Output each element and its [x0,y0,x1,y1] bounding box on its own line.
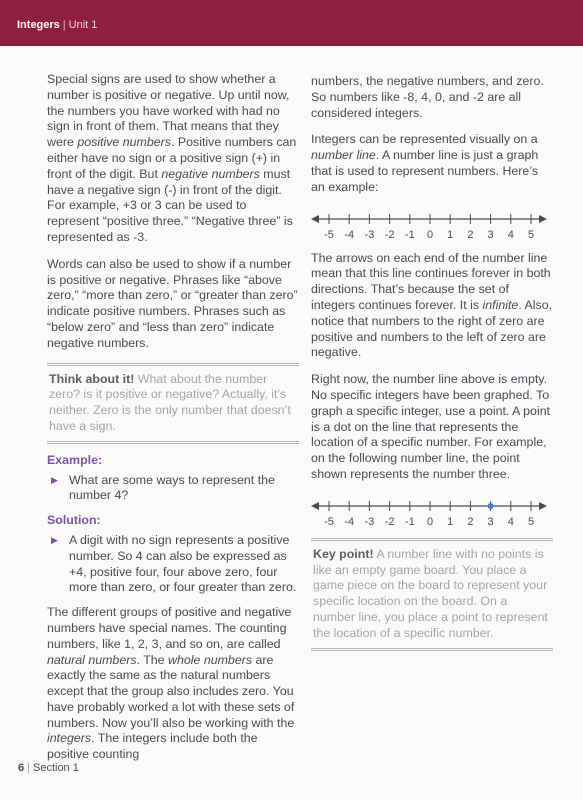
tick-label: 2 [467,515,474,528]
tick-label: -2 [384,228,395,241]
footer [18,762,79,774]
tick-label: -2 [384,515,395,528]
tick-label: -4 [344,228,355,241]
tick-label: 2 [467,228,474,241]
footer-section: Section 1 [32,762,79,774]
header-title: Integers [17,19,60,31]
text-run: The different groups of positive and negative numbers have special names. The counting numbers, like 1, 2, 3, and so on, are called [47,605,292,651]
example-item [47,473,299,505]
tick-label: 4 [507,515,514,528]
text-run: . The integers include both the positive counting [47,731,258,762]
bullet-triangle-icon: ▶ [51,474,58,485]
tick-label: 0 [426,228,434,241]
footer-separator: | [27,762,30,774]
tick-label: -1 [404,228,415,241]
tick-label: 5 [527,228,535,241]
term-number-line: number line [311,148,376,163]
solution-label: Solution: [47,513,101,528]
tick-label: -3 [364,228,375,241]
text-run: The arrows on each end of the number line mean that this line continues forever in both directions. That’s because the set of integers continues forever. It is [311,250,551,312]
graphed-point [488,503,494,509]
header-unit: Unit 1 [68,19,98,31]
number-line-with-point [309,494,549,532]
text-run: . The [136,652,169,667]
tick-label: 4 [507,228,514,241]
page-number: 6 [18,762,25,774]
header-bar [0,0,583,46]
text-run: Special signs are used to show whether a number is positive or negative. Up until now, the numbers you have worked with had no sign in front of them. That means that they were [47,72,290,150]
example-label: Example: [47,452,103,467]
key-point-label: Key point! [313,546,374,561]
right-column [311,74,553,660]
integers-paragraph: numbers, the negative numbers, and zero. So numbers like -8, 4, 0, and -2 are all considered integers. [311,74,544,120]
tick-label: 1 [447,515,454,528]
solution-item [47,533,299,596]
tick-label: -5 [324,228,334,241]
tick-label: 5 [527,515,535,528]
tick-label: 3 [487,228,494,241]
text-run: are exactly the same as the natural numbers except that the group also includes zero. You have probably worked a lot with these sets of numbers. Now you’ll also be working with the [47,652,295,730]
text-run: . A number line is just a graph that is used to represent numbers. Here’s an example: [311,148,539,194]
tick-label: -1 [404,515,415,528]
example-text: What are some ways to represent the number 4? [69,472,275,503]
tick-label: -3 [364,515,375,528]
term-infinite: infinite [482,297,519,312]
text-run: Integers can be represented visually on a [311,132,538,147]
term-negative-numbers: negative numbers [161,166,260,181]
tick-label: -4 [344,515,355,528]
tick-label: 0 [426,515,434,528]
tick-label: 1 [447,228,454,241]
right-arrow-icon [539,502,547,510]
solution-text: A digit with no sign represents a positive number. So 4 can also be expressed as +4, positive four, four above zero, four more than zero, or four greater than zero. [69,532,297,595]
term-natural-numbers: natural numbers [47,652,137,667]
text-run: . Also, notice that numbers to the right of zero are positive and numbers to the left of zero are negative. [311,297,553,360]
number-line-intro [311,132,553,195]
term-whole-numbers: whole numbers [168,652,253,667]
intro-paragraph [47,72,299,246]
think-text: What about the number zero? is it positive or negative? Actually, it’s neither. Zero is the only number that doesn’t have a sign. [49,371,291,433]
tick-label: 3 [487,515,494,528]
think-about-it-callout [47,363,299,444]
key-point-callout [311,538,553,651]
number-line-empty [309,207,549,245]
text-run: . Positive numbers can either have no sign or a positive sign (+) in front of the digit. But [47,135,297,181]
groups-paragraph [47,605,299,763]
arrows-paragraph [311,251,553,362]
right-arrow-icon [539,215,547,223]
think-label: Think about it! [49,371,135,386]
left-arrow-icon [311,215,319,223]
header-text [17,19,97,31]
graphing-paragraph: Right now, the number line above is empty. No specific integers have been graphed. To graph a specific integer, use a point. A point is a dot on the line that represents the location of a specific number. For example, on the following number line, the point shown represents the number three. [311,372,551,481]
left-column [47,72,299,774]
words-paragraph: Words can also be used to show if a number is positive or negative. Phrases like “above zero,” “more than zero,” or “greater than zero” indicate positive numbers. Phrases such as “below zero” and “less than zero” indicate negative numbers. [47,256,298,350]
bullet-triangle-icon: ▶ [51,534,58,545]
key-point-text: A number line with no points is like an empty game board. You place a game piece on the board to represent your specific location on the board. On a number line, you place a point to represent the location of a specific number. [313,546,548,640]
term-positive-numbers: positive numbers [77,135,171,150]
tick-label: -5 [324,515,334,528]
left-arrow-icon [311,502,319,510]
term-integers: integers [47,731,92,746]
header-separator: | [62,19,66,31]
text-run: must have a negative sign (-) in front of the digit. For example, +3 or 3 can be used to represent “positive three.” “Negative three” is represented as -3. [47,166,293,244]
